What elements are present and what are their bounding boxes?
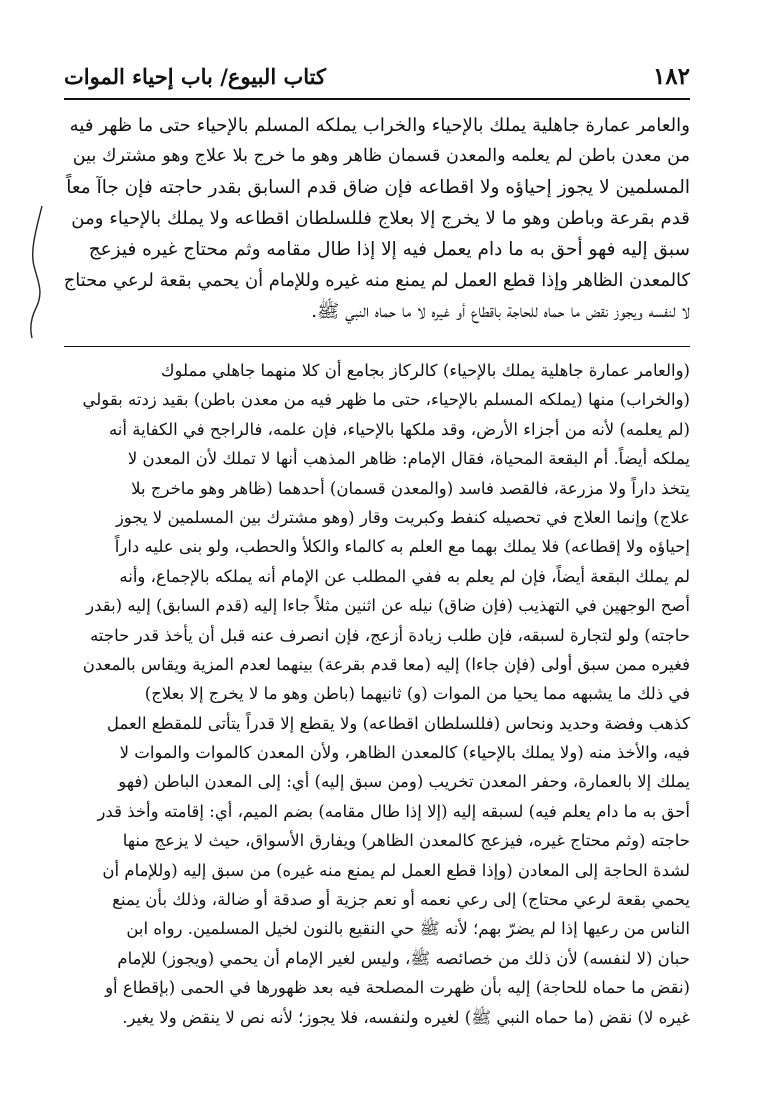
sharh-line: في ذلك ما يشبهه مما يحيا من الموات (و) ثانيهما (باطن وهو ما لا يخرج إلا بعلاج) [144,684,690,704]
matn-line: لا لنفسه ويجوز نقض ما حماه للحاجة باقطاع أو غيره لا ما حماه النبي ﷺ. [311,301,690,322]
sharh-line: حاجته (وثم محتاج غيره، فيزعج كالمعدن الظاهر) ويفارق الأسواق، حيث لا يزعج منها [122,831,690,851]
sharh-line: غيره لا) نقض (ما حماه النبي ﷺ) لغيره ولنفسه، فلا يجوز؛ لأنه نص لا ينقض ولا يغير. [122,1007,690,1027]
sharh-line: حبان (لا لنفسه) لأن ذلك من خصائصه ﷺ، وليس لغير الإمام أن يحمي (ويجوز) للإمام [117,948,690,968]
header-rule [64,98,690,100]
commentary-text [64,356,690,1032]
sharh-line: علاج) وإنما العلاج في تحصيله كنفط وكبريت وقار (وهو مشترك بين المسلمين لا يجوز [115,507,690,527]
sharh-line: إحياؤه ولا إقطاعه) فلا يملك بهما مع العلم به كالماء والكلأ والحطب، ولو بنى عليه داراً [114,537,690,557]
sharh-line: (نقض ما حماه للحاجة) إليه بأن ظهرت المصلحة فيه بعد ظهورها في الحمى (بإقطاع أو [105,978,690,998]
matn-line: من معدن باطن لم يعلمه والمعدن قسمان ظاهر وهو ما خرج بلا علاج وهو مشترك بين [72,146,690,166]
sharh-line: يملك إلا بالعمارة، وحفر المعدن تخريب (ومن سبق إليه) أي: إلى المعدن الباطن (فهو [118,772,690,792]
matn-line: والعامر عمارة جاهلية يملك بالإحياء والخراب يملكه المسلم بالإحياء حتى ما ظهر فيه [69,115,690,136]
matn-line: سبق إليه فهو أحق به ما دام يعمل فيه إلا إذا طال مقامه وثم محتاج غيره فيزعج [88,239,690,260]
chapter-title: كتاب البيوع/ باب إحياء الموات [64,63,326,89]
sharh-line: (والخراب) منها (يملكه المسلم بالإحياء، حتى ما ظهر فيه من معدن باطن) بقيد زدته بقولي [82,390,690,410]
sharh-line: لم يملك البقعة أيضاً، فإن لم يعلم به ففي المطلب عن الإمام أنه يملكه بالإجماع، وأنه [119,566,690,586]
sharh-line: (والعامر عمارة جاهلية يملك بالإحياء) كالركاز بجامع أن كلا منهما جاهلي مملوك [160,361,690,380]
sharh-line: لشدة الحاجة إلى المعادن (وإذا قطع العمل لم يمنع منه غيره) من سبق إليه (وللإمام أن [102,860,690,880]
sharh-line: (لم يعلمه) لأنه من أجزاء الأرض، وقد ملكها بالإحياء، فإن علمه، فالراجح في الكفاية أنه [108,419,690,439]
running-header [64,56,690,96]
sharh-line: أصح الوجهين في التهذيب (فإن ضاق) نيله عن اثنين مثلاً جاءا إليه (قدم السابق) إليه (بقدر [86,596,690,616]
sharh-line: يحمي بقعة لرعي محتاج) إلى رعي نعمه أو نعم جزية أو صدقة أو ضالة، وذلك بأن يمنع [112,890,690,910]
sharh-line: كذهب وفضة وحديد ونحاس (فللسلطان اقطاعه) ولا يقطع إلا قدراً يتأتى للمقطع العمل [106,713,690,733]
sharh-line: يتخذ داراً ولا مزرعة، فالقصد فاسد (والمعدن قسمان) أحدهما (ظاهر وهو ماخرج بلا [131,478,690,498]
matn-line: كالمعدن الظاهر وإذا قطع العمل لم يمنع منه غيره وللإمام أن يحمي بقعة لرعي محتاج [63,270,690,291]
sharh-line: فغيره ممن سبق أولى (فإن جاءا) إليه (معا قدم بقرعة) بينهما لعدم المزية ويقاس بالمعدن [82,654,690,674]
page-number: ١٨٢ [652,62,690,90]
margin-pen-mark [0,200,70,340]
matn-line: المسلمين لا يجوز إحياؤه ولا اقطاعه فإن ضاق قدم السابق بقدر حاجته فإن جاآ معاً [66,177,690,198]
sharh-line: فيه، والأخذ منه (ولا يملك بالإحياء) كالمعدن الظاهر، ولأن المعدن كالموات والموات لا [119,743,690,763]
section-divider [64,346,690,347]
sharh-line: يملكه أيضاً. أم البقعة المحياة، فقال الإمام: ظاهر المذهب أنها لا تملك لأن المعدن لا [127,449,690,469]
sharh-line: أحق به ما دام يعلم فيه) لسبقه إليه (إلا إذا طال مقامه) بضم الميم، أي: إقامته وأخذ قدر [97,801,690,821]
matn-line: قدم بقرعة وباطن وهو ما لا يخرج إلا بعلاج فللسلطان اقطاعه ولا يملك بالإحياء ومن [71,208,690,229]
sharh-line: حاجته) ولو لتجارة لسبقه، فإن طلب زيادة أزعج، فإن انصرف عنه قبل أن يأخذ قدر حاجته [90,625,690,645]
sharh-line: الناس من رعيها إذا لم يضرّ بهم؛ لأنه ﷺ حي النقيع بالنون لخيل المسلمين. رواه ابن [126,919,690,939]
matn-text [64,110,690,327]
